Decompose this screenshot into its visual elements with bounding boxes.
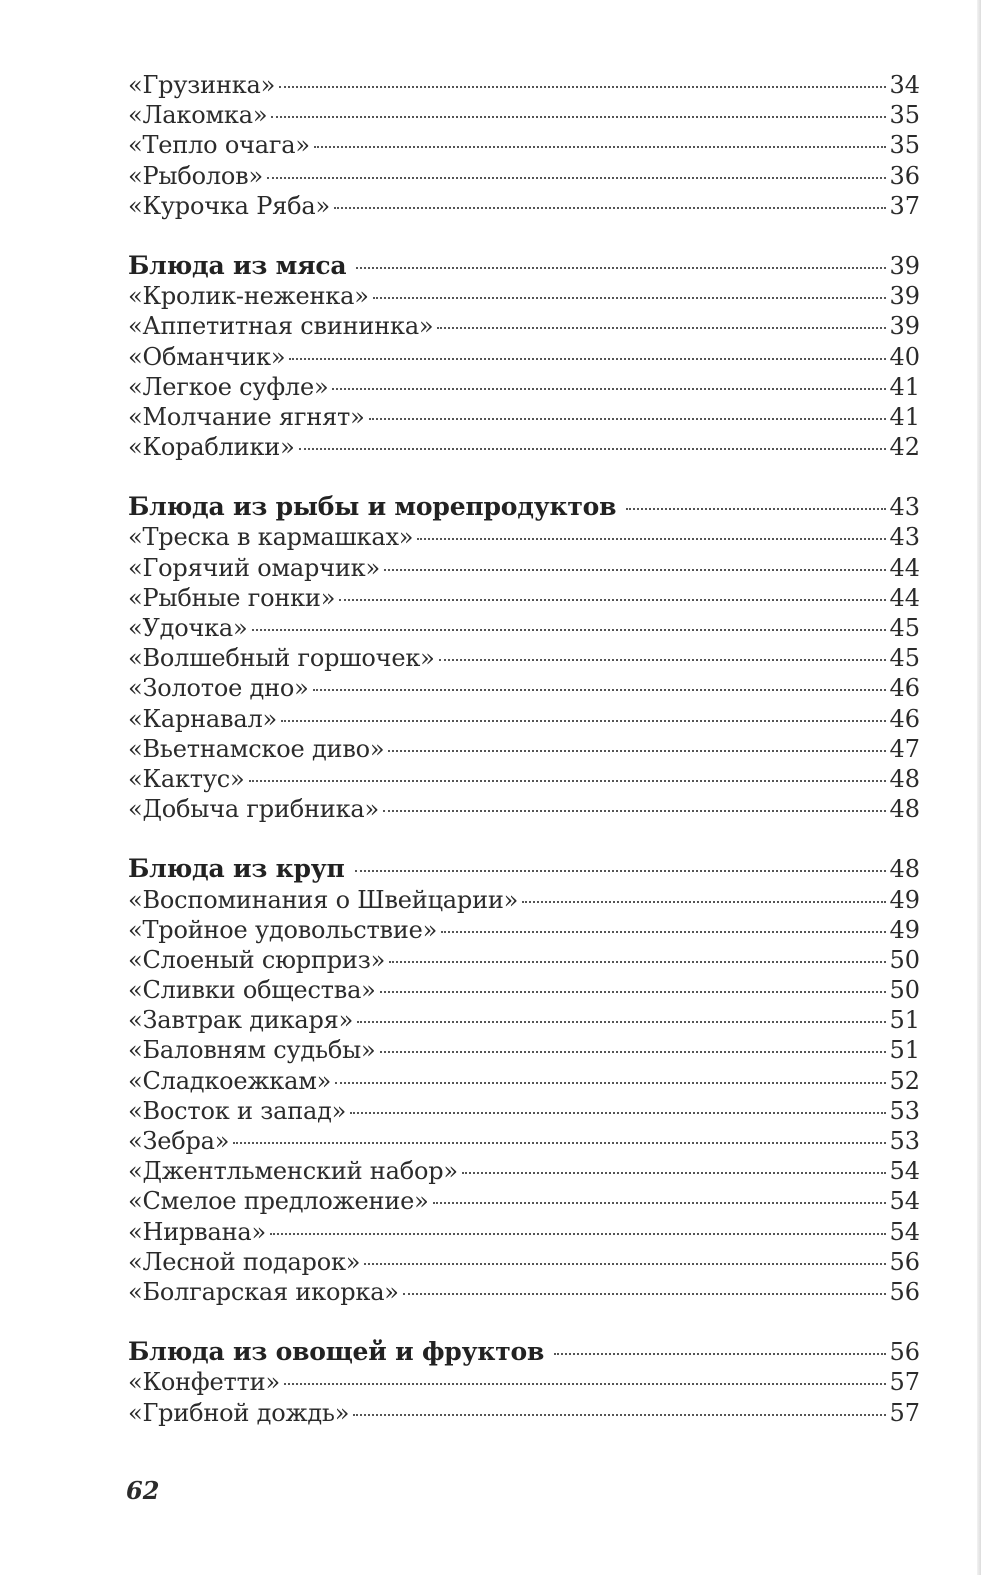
toc-entry-title: «Молчание ягнят» bbox=[128, 402, 365, 431]
toc-entry-page: 52 bbox=[889, 1066, 920, 1095]
toc-entry-title: «Конфетти» bbox=[128, 1368, 280, 1397]
toc-entry[interactable] bbox=[128, 945, 920, 975]
toc-entry[interactable] bbox=[128, 643, 920, 673]
toc-entry-page: 51 bbox=[889, 1036, 920, 1065]
toc-entry-page: 48 bbox=[889, 764, 920, 793]
toc-entry-title: «Воспоминания о Швейцарии» bbox=[128, 885, 519, 914]
toc-entry-title: «Горячий омарчик» bbox=[128, 553, 380, 582]
dot-leader bbox=[335, 1081, 886, 1084]
toc-entry-title: «Кролик-неженка» bbox=[128, 282, 369, 311]
toc-entry-title: «Тепло очага» bbox=[128, 131, 310, 160]
toc-heading-title: Блюда из рыбы и морепродуктов bbox=[128, 492, 617, 522]
toc-entry-page: 51 bbox=[889, 1006, 920, 1035]
toc-entry-title: «Тройное удовольствие» bbox=[128, 915, 438, 944]
toc-entry-page: 41 bbox=[889, 372, 920, 401]
toc-entry-page: 34 bbox=[889, 71, 920, 99]
dot-leader bbox=[289, 357, 886, 360]
toc-entry-title: «Удочка» bbox=[128, 614, 248, 642]
toc-heading-page: 43 bbox=[889, 493, 920, 522]
dot-leader bbox=[353, 1413, 886, 1416]
toc-entry-title: «Золотое дно» bbox=[128, 674, 309, 703]
toc-entry-title: «Смелое предложение» bbox=[128, 1187, 429, 1216]
toc-entry-page: 39 bbox=[889, 282, 920, 311]
dot-leader bbox=[267, 176, 886, 179]
toc-entry-title: «Аппетитная свининка» bbox=[128, 312, 434, 341]
toc-entry-page: 43 bbox=[889, 523, 920, 552]
dot-leader bbox=[369, 417, 886, 420]
dot-leader bbox=[350, 1111, 886, 1114]
dot-leader bbox=[417, 537, 886, 540]
dot-leader bbox=[380, 1050, 886, 1053]
dot-leader bbox=[270, 1232, 886, 1235]
toc-section-meat bbox=[128, 251, 920, 462]
toc-entry-title: «Грибной дождь» bbox=[128, 1398, 350, 1427]
toc-entry[interactable] bbox=[128, 885, 920, 915]
toc-entry-page: 57 bbox=[889, 1368, 920, 1397]
toc-entry-title: «Легкое суфле» bbox=[128, 372, 329, 401]
toc-entry-page: 45 bbox=[889, 644, 920, 673]
toc-entry-title: «Добыча грибника» bbox=[128, 795, 379, 824]
toc-entry-title: «Карнавал» bbox=[128, 704, 277, 733]
toc-entry[interactable] bbox=[128, 764, 920, 794]
toc-entry[interactable] bbox=[128, 794, 920, 824]
toc-section-continued bbox=[128, 70, 920, 221]
dot-leader bbox=[388, 749, 886, 752]
dot-leader bbox=[281, 719, 886, 722]
toc-entry-title: «Джентльменский набор» bbox=[128, 1157, 458, 1186]
dot-leader bbox=[249, 779, 887, 782]
dot-leader bbox=[233, 1141, 886, 1144]
toc-section-heading[interactable] bbox=[128, 251, 920, 281]
toc-entry[interactable] bbox=[128, 1096, 920, 1126]
toc-entry-title: «Рыбные гонки» bbox=[128, 583, 336, 612]
toc-entry-title: «Баловням судьбы» bbox=[128, 1036, 376, 1065]
dot-leader bbox=[383, 809, 886, 812]
toc-entry[interactable] bbox=[128, 372, 920, 402]
toc-entry-title: «Волшебный горшочек» bbox=[128, 644, 435, 673]
toc-entry[interactable] bbox=[128, 522, 920, 552]
dot-leader bbox=[441, 930, 886, 933]
dot-leader bbox=[314, 145, 886, 148]
toc-entry-title: «Зебра» bbox=[128, 1127, 230, 1155]
toc-entry[interactable] bbox=[128, 130, 920, 160]
toc-entry-page: 45 bbox=[889, 614, 920, 642]
toc-section-grains bbox=[128, 854, 920, 1307]
toc-entry[interactable] bbox=[128, 191, 920, 221]
dot-leader bbox=[389, 960, 886, 963]
toc-entry-title: «Сливки общества» bbox=[128, 976, 376, 1005]
toc-entry-title: «Обманчик» bbox=[128, 342, 286, 371]
page-edge bbox=[977, 0, 981, 1575]
toc-entry[interactable] bbox=[128, 1126, 920, 1156]
dot-leader bbox=[373, 296, 886, 299]
toc-entry-page: 35 bbox=[889, 131, 920, 160]
toc-entry[interactable] bbox=[128, 1247, 920, 1277]
dot-leader bbox=[626, 507, 886, 510]
toc-entry[interactable] bbox=[128, 432, 920, 462]
toc-entry-page: 42 bbox=[889, 433, 920, 462]
toc-entry[interactable] bbox=[128, 1217, 920, 1247]
dot-leader bbox=[284, 1382, 886, 1385]
toc-entry-page: 54 bbox=[889, 1187, 920, 1216]
toc-entry[interactable] bbox=[128, 1398, 920, 1428]
toc-entry-page: 54 bbox=[889, 1157, 920, 1186]
toc-entry[interactable] bbox=[128, 613, 920, 643]
dot-leader bbox=[355, 869, 886, 872]
toc-entry-page: 50 bbox=[889, 945, 920, 974]
toc-entry-page: 49 bbox=[889, 885, 920, 914]
table-of-contents bbox=[128, 70, 920, 1428]
toc-heading-page: 48 bbox=[889, 855, 920, 884]
dot-leader bbox=[462, 1171, 886, 1174]
toc-entry-title: «Вьетнамское диво» bbox=[128, 734, 385, 763]
toc-entry[interactable] bbox=[128, 100, 920, 130]
toc-entry-title: «Грузинка» bbox=[128, 71, 276, 99]
toc-entry-page: 44 bbox=[889, 583, 920, 612]
toc-entry-title: «Сладкоежкам» bbox=[128, 1066, 332, 1095]
dot-leader bbox=[522, 900, 886, 903]
toc-heading-page: 56 bbox=[889, 1338, 920, 1367]
toc-entry-title: «Завтрак дикаря» bbox=[128, 1006, 354, 1035]
dot-leader bbox=[299, 447, 886, 450]
toc-entry[interactable] bbox=[128, 975, 920, 1005]
toc-entry-page: 46 bbox=[889, 704, 920, 733]
toc-entry[interactable] bbox=[128, 1186, 920, 1216]
toc-entry-page: 40 bbox=[889, 342, 920, 371]
toc-entry[interactable] bbox=[128, 915, 920, 945]
dot-leader bbox=[357, 1020, 886, 1023]
toc-entry[interactable] bbox=[128, 1367, 920, 1397]
dot-leader bbox=[313, 688, 886, 691]
dot-leader bbox=[437, 326, 886, 329]
dot-leader bbox=[433, 1201, 886, 1204]
toc-entry-page: 41 bbox=[889, 402, 920, 431]
toc-entry[interactable] bbox=[128, 1277, 920, 1307]
toc-entry-page: 53 bbox=[889, 1127, 920, 1155]
toc-entry-page: 44 bbox=[889, 553, 920, 582]
toc-heading-page: 39 bbox=[889, 251, 920, 280]
toc-entry-title: «Лесной подарок» bbox=[128, 1247, 361, 1276]
toc-entry-page: 56 bbox=[889, 1247, 920, 1276]
toc-entry[interactable] bbox=[128, 1005, 920, 1035]
toc-section-heading[interactable] bbox=[128, 1337, 920, 1367]
toc-entry[interactable] bbox=[128, 583, 920, 613]
toc-entry[interactable] bbox=[128, 704, 920, 734]
toc-entry[interactable] bbox=[128, 1035, 920, 1065]
toc-entry-title: «Рыболов» bbox=[128, 161, 263, 190]
dot-leader bbox=[384, 568, 886, 571]
dot-leader bbox=[439, 658, 886, 661]
toc-entry-page: 46 bbox=[889, 674, 920, 703]
toc-entry[interactable] bbox=[128, 342, 920, 372]
toc-entry-page: 47 bbox=[889, 734, 920, 763]
toc-heading-title: Блюда из овощей и фруктов bbox=[128, 1337, 545, 1367]
toc-entry-title: «Восток и запад» bbox=[128, 1096, 347, 1125]
dot-leader bbox=[339, 598, 886, 601]
toc-section-vegetables bbox=[128, 1337, 920, 1428]
toc-entry-title: «Треска в кармашках» bbox=[128, 523, 414, 552]
toc-entry-title: «Болгарская икорка» bbox=[128, 1277, 399, 1306]
dot-leader bbox=[364, 1262, 886, 1265]
toc-entry-page: 54 bbox=[889, 1217, 920, 1246]
toc-entry-title: «Лакомка» bbox=[128, 101, 268, 130]
toc-entry[interactable] bbox=[128, 281, 920, 311]
toc-entry-page: 57 bbox=[889, 1398, 920, 1427]
toc-entry-page: 48 bbox=[889, 795, 920, 824]
toc-entry[interactable] bbox=[128, 161, 920, 191]
dot-leader bbox=[271, 115, 886, 118]
toc-entry[interactable] bbox=[128, 734, 920, 764]
toc-entry-title: «Слоеный сюрприз» bbox=[128, 945, 386, 974]
toc-section-heading[interactable] bbox=[128, 854, 920, 884]
toc-entry-page: 49 bbox=[889, 915, 920, 944]
toc-entry-page: 56 bbox=[889, 1277, 920, 1306]
dot-leader bbox=[356, 266, 886, 269]
toc-entry[interactable] bbox=[128, 1066, 920, 1096]
dot-leader bbox=[554, 1352, 886, 1355]
toc-entry-title: «Кораблики» bbox=[128, 433, 295, 462]
toc-entry-page: 39 bbox=[889, 312, 920, 341]
toc-section-fish bbox=[128, 492, 920, 824]
toc-entry-page: 35 bbox=[889, 101, 920, 130]
dot-leader bbox=[279, 85, 886, 88]
toc-entry-page: 53 bbox=[889, 1096, 920, 1125]
dot-leader bbox=[403, 1292, 886, 1295]
toc-entry[interactable] bbox=[128, 1156, 920, 1186]
toc-entry-page: 36 bbox=[889, 161, 920, 190]
toc-entry-title: «Курочка Ряба» bbox=[128, 191, 330, 220]
toc-entry[interactable] bbox=[128, 553, 920, 583]
toc-entry-title: «Нирвана» bbox=[128, 1217, 266, 1246]
dot-leader bbox=[332, 387, 886, 390]
toc-entry[interactable] bbox=[128, 311, 920, 341]
toc-entry[interactable] bbox=[128, 402, 920, 432]
page-number: 62 bbox=[126, 1476, 160, 1505]
toc-entry-page: 50 bbox=[889, 976, 920, 1005]
dot-leader bbox=[380, 990, 886, 993]
toc-heading-title: Блюда из круп bbox=[128, 854, 345, 884]
toc-heading-title: Блюда из мяса bbox=[128, 250, 347, 280]
toc-entry-title: «Кактус» bbox=[128, 764, 245, 793]
toc-entry[interactable] bbox=[128, 673, 920, 703]
toc-entry[interactable] bbox=[128, 70, 920, 100]
toc-section-heading[interactable] bbox=[128, 492, 920, 522]
toc-entry-page: 37 bbox=[889, 191, 920, 220]
dot-leader bbox=[252, 628, 886, 631]
dot-leader bbox=[334, 206, 886, 209]
